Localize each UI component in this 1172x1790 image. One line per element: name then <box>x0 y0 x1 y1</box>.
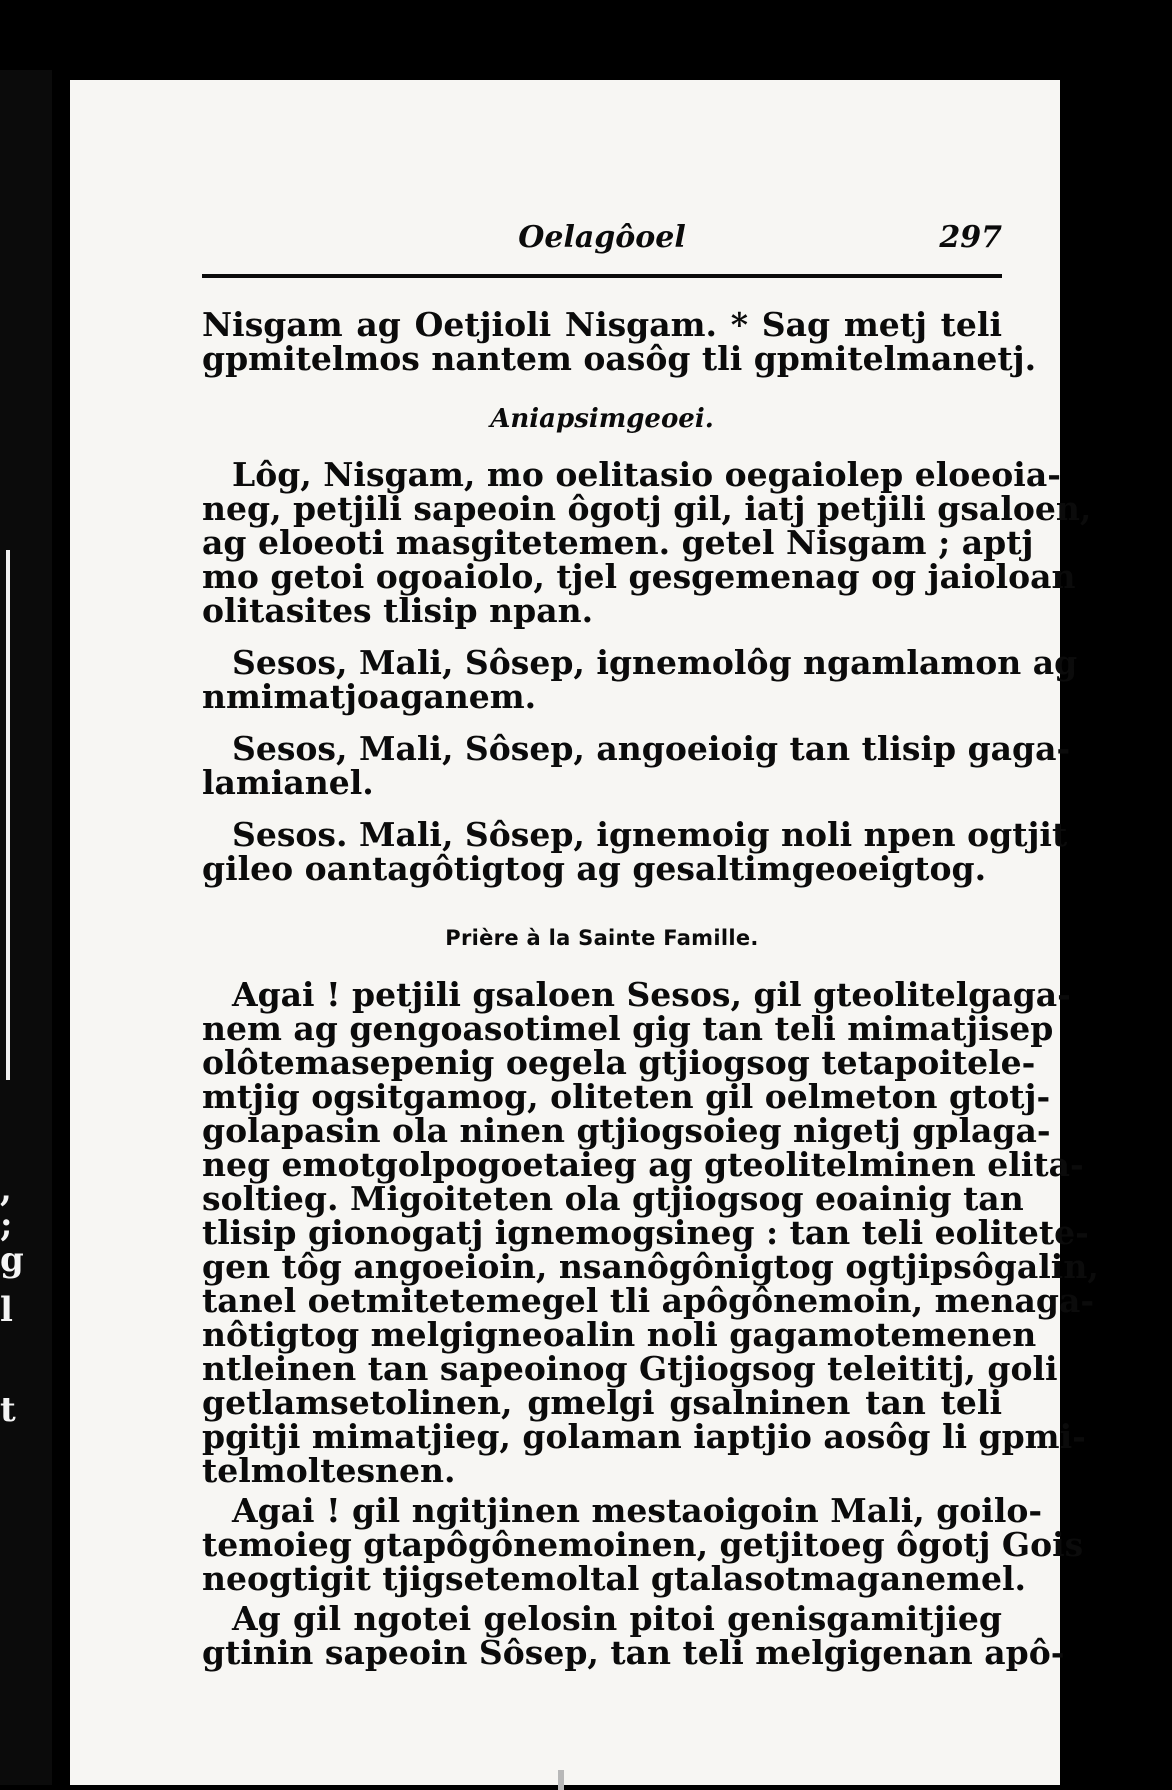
text-line: olôtemasepenig oegela gtjiogsog tetapoitele- <box>202 1043 1036 1082</box>
adjacent-page-char: , <box>0 1170 12 1210</box>
page-content <box>202 220 1099 1672</box>
text-line: ntleinen tan sapeoinog Gtjiogsog teleititj, goli <box>202 1349 1058 1388</box>
text-line: Ag gil ngotei gelosin pitoi genisgamitjieg <box>232 1599 1002 1638</box>
text-line: Agai ! gil ngitjinen mestaoigoin Mali, goilo- <box>232 1491 1043 1530</box>
text-line: pgitji mimatjieg, golaman iaptjio aosôg li gpmi- <box>202 1417 1086 1456</box>
text-line: soltieg. Migoiteten ola gtjiogsog eoainig tan <box>202 1179 1024 1218</box>
text-line: Nisgam ag Oetjioli Nisgam. * Sag metj teli <box>202 305 1002 344</box>
text-line: golapasin ola ninen gtjiogsoieg nigetj gplaga- <box>202 1111 1051 1150</box>
paragraph <box>202 815 1068 888</box>
adjacent-page-char: t <box>0 1390 16 1430</box>
text-line: mo getoi ogoaiolo, tjel gesgemenag og jaioloan <box>202 557 1076 596</box>
adjacent-page-rule <box>6 550 10 1080</box>
running-title: Oelagôoel <box>518 220 686 255</box>
text-line: Sesos. Mali, Sôsep, ignemoig noli npen ogtjit <box>232 815 1068 854</box>
text-line: olitasites tlisip npan. <box>202 591 594 630</box>
text-line: neg, petjili sapeoin ôgotj gil, iatj petjili gsaloen, <box>202 489 1092 528</box>
text-line: mtjig ogsitgamog, oliteten gil oelmeton gtotj- <box>202 1077 1051 1116</box>
text-line: nôtigtog melgigneoalin noli gagamotemenen <box>202 1315 1037 1354</box>
text-line: nem ag gengoasotimel gig tan teli mimatjisep <box>202 1009 1054 1048</box>
adjacent-page-char: ; <box>0 1205 13 1245</box>
paragraph <box>202 1599 1065 1672</box>
text-line: ag eloeoti masgitetemen. getel Nisgam ; aptj <box>202 523 1034 562</box>
paragraph <box>202 975 1099 1490</box>
text-line: neogtigit tjigsetemoltal gtalasotmaganemel. <box>202 1559 1027 1598</box>
text-line: gtinin sapeoin Sôsep, tan teli melgigenan apô- <box>202 1633 1065 1672</box>
text-line: neg emotgolpogoetaieg ag gteolitelminen elita- <box>202 1145 1084 1184</box>
text-line: temoieg gtapôgônemoinen, getjitoeg ôgotj Gois <box>202 1525 1084 1564</box>
text-line: Sesos, Mali, Sôsep, angoeioig tan tlisip gaga- <box>232 729 1071 768</box>
adjacent-page-char: g <box>0 1240 24 1280</box>
book-page <box>70 80 1099 1785</box>
text-line: nmimatjoaganem. <box>202 677 537 716</box>
adjacent-page-edge <box>0 70 52 1785</box>
paragraph <box>202 729 1071 802</box>
text-line: getlamsetolinen, gmelgi gsalninen tan teli <box>202 1383 1002 1422</box>
paragraph <box>202 1491 1084 1598</box>
prayer-heading: Prière à la Sainte Famille. <box>445 926 759 950</box>
text-line: tlisip gionogatj ignemogsineg : tan teli eolitete- <box>202 1213 1089 1252</box>
text-line: Agai ! petjili gsaloen Sesos, gil gteolitelgaga- <box>232 975 1071 1014</box>
intro-paragraph <box>202 305 1037 378</box>
text-line: telmoltesnen. <box>202 1451 456 1490</box>
page-number: 297 <box>939 220 1002 255</box>
text-line: gileo oantagôtigtog ag gesaltimgeoeigtog. <box>202 849 987 888</box>
text-line: Sesos, Mali, Sôsep, ignemolôg ngamlamon ag <box>232 643 1078 682</box>
text-line: gen tôg angoeioin, nsanôgônigtog ogtjipsôgalin, <box>202 1247 1099 1286</box>
scan-artifact <box>558 1770 564 1790</box>
header-rule <box>202 274 1002 278</box>
text-line: Lôg, Nisgam, mo oelitasio oegaiolep eloeoia- <box>232 455 1061 494</box>
paragraph <box>202 455 1092 630</box>
text-line: tanel oetmitetemegel tli apôgônemoin, menaga- <box>202 1281 1095 1320</box>
running-header <box>202 220 1002 266</box>
adjacent-page-char: l <box>0 1290 13 1330</box>
section-heading: Aniapsimgeoei. <box>490 404 714 434</box>
text-line: gpmitelmos nantem oasôg tli gpmitelmanetj. <box>202 339 1037 378</box>
paragraph <box>202 643 1078 716</box>
text-line: lamianel. <box>202 763 374 802</box>
